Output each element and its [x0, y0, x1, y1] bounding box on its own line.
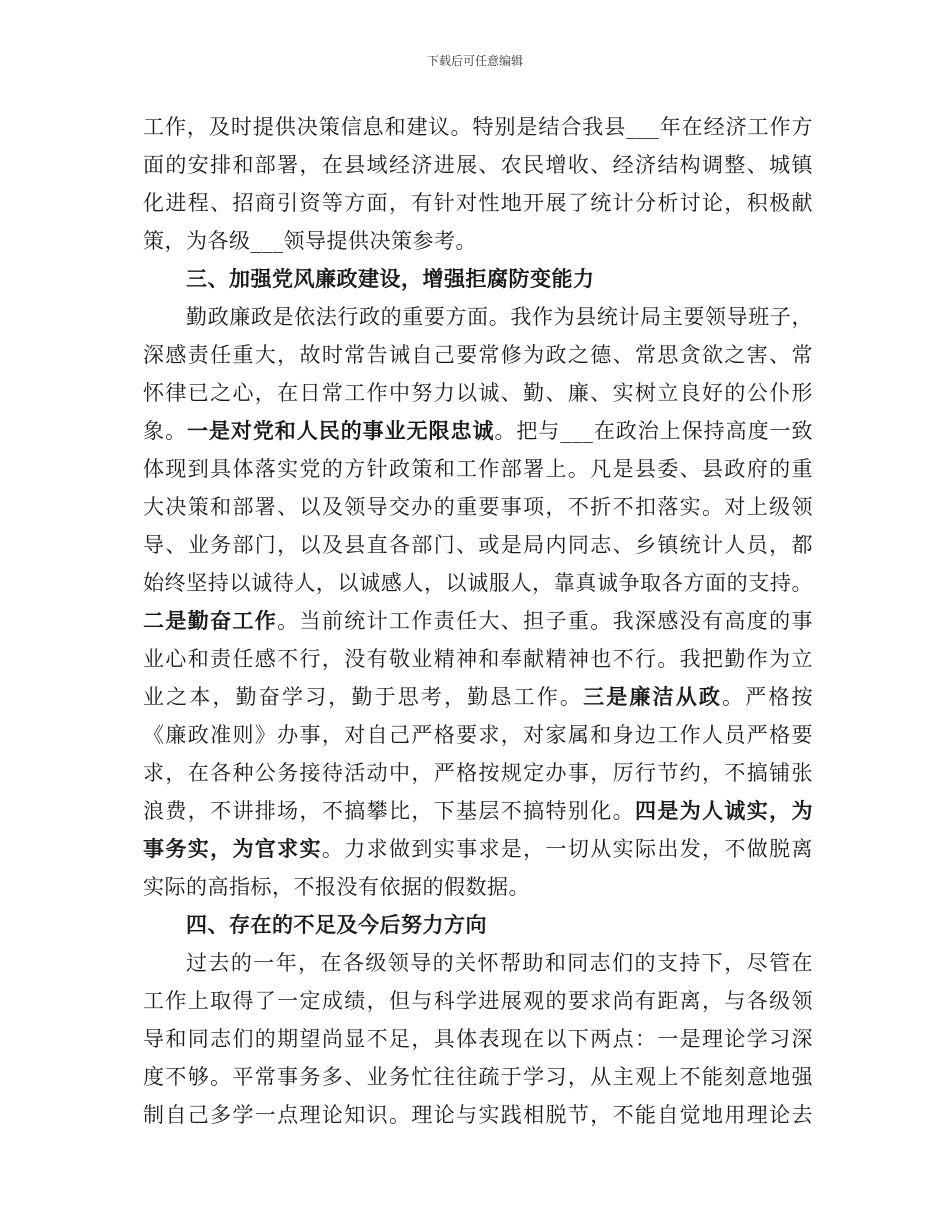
text-line: 导和同志们的期望尚显不足，具体表现在以下两点：一是理论学习深	[143, 1027, 813, 1051]
text-line: 度不够。平常事务多、业务忙往往疏于学习，从主观上不能刻意地强	[143, 1065, 813, 1089]
text-line	[143, 678, 813, 716]
text-line: 工作，及时提供决策信息和建议。特别是结合我县___年在经济工作方	[143, 115, 813, 139]
text-line: 求，在各种公务接待活动中，严格按规定办事，厉行节约，不搞铺张	[143, 761, 813, 785]
text-span: 。把与___在政治上保持高度一致	[494, 419, 814, 443]
text-line	[143, 412, 813, 450]
page-header: 下载后可任意编辑	[426, 54, 523, 68]
text-line: 深感责任重大，故时常告诫自己要常修为政之德、常思贪欲之害、常	[143, 343, 813, 367]
text-span: 。力求做到实事求是，一切从实际出发，不做脱离	[321, 837, 814, 861]
bold-phrase: 一是对党和人民的事业无限忠诚	[186, 418, 495, 443]
text-line: 实际的高指标，不报没有依据的假数据。	[143, 875, 530, 899]
document-body	[143, 108, 813, 1134]
text-span: 。严格按	[722, 685, 814, 709]
bold-phrase: 二是勤奋工作	[143, 608, 278, 633]
text-line	[143, 830, 813, 868]
text-line	[143, 602, 813, 640]
text-line: 大决策和部署、以及领导交办的重要事项，不折不扣落实。对上级领	[143, 495, 813, 519]
text-line: 始终坚持以诚待人，以诚感人，以诚服人，靠真诚争取各方面的支持。	[143, 571, 813, 595]
text-line: 业心和责任感不行，没有敬业精神和奉献精神也不行。我把勤作为立	[143, 647, 813, 671]
text-line: 面的安排和部署，在县域经济进展、农民增收、经济结构调整、城镇	[143, 153, 813, 177]
text-span: 象。	[143, 419, 187, 443]
text-line: 导、业务部门，以及县直各部门、或是局内同志、乡镇统计人员，都	[143, 533, 813, 557]
text-line: 《廉政准则》办事，对自己严格要求，对家属和身边工作人员严格要	[143, 723, 813, 747]
bold-phrase: 事务实，为官求实	[143, 836, 322, 861]
section-heading-3: 三、加强党风廉政建设，增强拒腐防变能力	[186, 266, 595, 291]
text-line: 体现到具体落实党的方针政策和工作部署上。凡是县委、县政府的重	[143, 457, 813, 481]
text-line: 过去的一年，在各级领导的关怀帮助和同志们的支持下，尽管在	[186, 951, 813, 975]
section-heading-4: 四、存在的不足及今后努力方向	[186, 912, 487, 937]
text-line: 化进程、招商引资等方面，有针对性地开展了统计分析讨论，积极献	[143, 191, 813, 215]
text-line: 制自己多学一点理论知识。理论与实践相脱节，不能自觉地用理论去	[143, 1103, 813, 1127]
text-line	[143, 792, 813, 830]
text-line: 策，为各级___领导提供决策参考。	[143, 229, 477, 253]
text-line: 勤政廉政是依法行政的重要方面。我作为县统计局主要领导班子，	[186, 305, 813, 329]
text-span: 浪费，不讲排场，不搞攀比，下基层不搞特别化。	[143, 799, 635, 823]
text-line: 工作上取得了一定成绩，但与科学进展观的要求尚有距离，与各级领	[143, 989, 813, 1013]
bold-phrase: 三是廉洁从政	[583, 684, 723, 709]
text-line: 怀律已之心，在日常工作中努力以诚、勤、廉、实树立良好的公仆形	[143, 381, 813, 405]
bold-phrase: 四是为人诚实，为	[634, 798, 814, 823]
text-span: 业之本，勤奋学习，勤于思考，勤恳工作。	[143, 685, 584, 709]
text-span: 。当前统计工作责任大、担子重。我深感没有高度的事	[277, 609, 813, 633]
